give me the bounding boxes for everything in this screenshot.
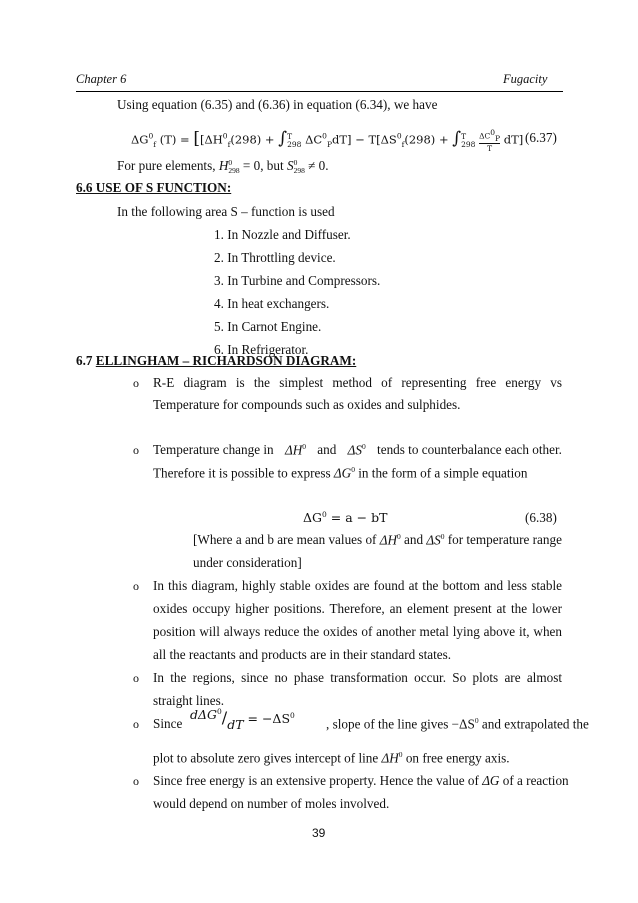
pure-elements-text: For pure elements, H 0 298 = 0, but S 0 298 ≠ 0. <box>117 157 329 175</box>
list-item: 4. In heat exchangers. <box>214 296 330 311</box>
bullet-3-line-2: oxides occupy higher positions. Therefore, an element present at the lower <box>153 601 562 616</box>
header-rule <box>76 91 563 92</box>
list-item: 2. In Throttling device. <box>214 250 336 265</box>
bullet-4-line-1: In the regions, since no phase transformation occur. So plots are almost <box>153 670 562 685</box>
bullet-6-line-1: Since free energy is an extensive property. Hence the value of ΔG of a reaction <box>153 773 569 788</box>
bullet-marker: o <box>133 671 139 685</box>
bullet-marker: o <box>133 376 139 390</box>
equation-6-38: $\Delta G^0 = a$ − bT <box>303 510 388 526</box>
bullet-marker: o <box>133 443 139 457</box>
note-line-2: under consideration] <box>193 555 302 570</box>
section-6-6-intro: In the following area S – function is used <box>117 204 335 219</box>
bullet-4-line-2: straight lines. <box>153 693 225 708</box>
bullet-2-line-2: Therefore it is possible to express $\Delta G^0$ in the form of a simple equation <box>153 465 528 481</box>
section-6-6-heading: 6.6 USE OF S FUNCTION: <box>76 180 232 195</box>
bullet-marker: o <box>133 774 139 788</box>
bullet-3-line-4: all the reactants and products are in their standard states. <box>153 647 452 662</box>
bullet-marker: o <box>133 579 139 593</box>
bullet-1-line-2: Temperature for compounds such as oxides and sulphides. <box>153 397 461 412</box>
bullet-5-derivative: $d\Delta G^0/dT = -\Delta S^0$ <box>190 706 295 732</box>
bullet-3-line-1: In this diagram, highly stable oxides are found at the bottom and less stable <box>153 578 562 593</box>
page-number: 39 <box>312 826 326 840</box>
note-line-1: [Where a and b are mean values of $\Delta H^0$ and $\Delta S^0$ for temperature range <box>193 532 562 548</box>
topic-label: Fugacity <box>503 72 548 86</box>
list-item: 1. In Nozzle and Diffuser. <box>214 227 351 242</box>
bullet-5-since: Since <box>153 716 183 731</box>
bullet-3-line-3: position will always reduce the oxides of another metal lying above it, when <box>153 624 562 639</box>
equation-number-6-38: (6.38) <box>525 510 557 525</box>
bullet-5-line-1-rest: , slope of the line gives $-\Delta S^0$ and extrapolated the <box>326 716 589 732</box>
bullet-marker: o <box>133 717 139 731</box>
section-6-7-heading: 6.7 ELLINGHAM – RICHARDSON DIAGRAM: <box>76 353 357 368</box>
list-item: 6. In Refrigerator. <box>214 342 309 357</box>
bullet-6-line-2: would depend on number of moles involved. <box>153 796 390 811</box>
chapter-label: Chapter 6 <box>76 72 127 86</box>
equation-number-6-37: (6.37) <box>525 130 557 145</box>
list-item: 3. In Turbine and Compressors. <box>214 273 381 288</box>
bullet-1-line-1: R-E diagram is the simplest method of representing free energy vs <box>153 375 562 390</box>
intro-text: Using equation (6.35) and (6.36) in equation (6.34), we have <box>117 97 438 112</box>
equation-6-37: $\Delta G^0_f$ $(T) = [[\Delta H^0_f(298)$ + ∫ T 298 $\Delta C^0_PdT] - T[\Delta S^0_f(298)$ + ∫ T 298 $\frac{\Delta C^0_P}{T}$ dT] <box>131 128 524 153</box>
list-item: 5. In Carnot Engine. <box>214 319 322 334</box>
bullet-2-line-1: Temperature change in $\Delta H^0$ and $\Delta S^0$ tends to counterbalance each other. <box>153 442 562 458</box>
bullet-5-line-2: plot to absolute zero gives intercept of line $\Delta H^0$ on free energy axis. <box>153 750 510 766</box>
